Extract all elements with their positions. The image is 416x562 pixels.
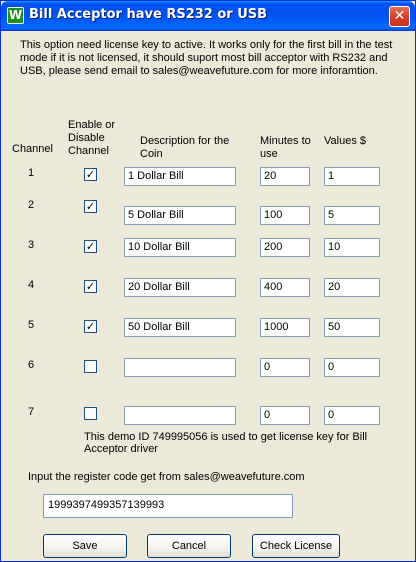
channel-enable-checkbox[interactable] — [84, 360, 97, 373]
minutes-input[interactable]: 20 — [260, 167, 310, 186]
channel-number: 6 — [28, 359, 35, 371]
description-input[interactable]: 20 Dollar Bill — [124, 278, 236, 297]
value-input[interactable]: 0 — [324, 406, 380, 425]
save-button[interactable]: Save — [43, 534, 127, 558]
channel-number: 3 — [28, 239, 35, 251]
channel-enable-checkbox[interactable] — [84, 200, 97, 213]
check-mark-icon: ✓ — [85, 320, 96, 333]
channel-number: 7 — [28, 406, 35, 418]
header-minutes: Minutes to use — [260, 135, 311, 160]
channel-enable-checkbox[interactable] — [84, 168, 97, 181]
check-mark-icon: ✓ — [85, 168, 96, 181]
title-bar[interactable] — [1, 1, 415, 31]
minutes-input[interactable]: 0 — [260, 406, 310, 425]
check-mark-icon: ✓ — [85, 280, 96, 293]
window-title: Bill Acceptor have RS232 or USB — [29, 7, 268, 22]
header-values: Values $ — [324, 135, 366, 147]
minutes-input[interactable]: 1000 — [260, 318, 310, 337]
description-input[interactable] — [124, 406, 236, 425]
close-button[interactable]: ✕ — [389, 6, 410, 27]
value-input[interactable]: 0 — [324, 358, 380, 377]
minutes-input[interactable]: 400 — [260, 278, 310, 297]
description-input[interactable]: 10 Dollar Bill — [124, 238, 236, 257]
header-channel: Channel — [12, 143, 53, 155]
value-input[interactable]: 5 — [324, 206, 380, 225]
value-input[interactable]: 1 — [324, 167, 380, 186]
channel-number: 4 — [28, 279, 35, 291]
channel-enable-checkbox[interactable] — [84, 280, 97, 293]
value-input[interactable]: 20 — [324, 278, 380, 297]
header-enable: Enable or Disable Channel — [68, 119, 116, 157]
channel-number: 1 — [28, 167, 35, 179]
minutes-input[interactable]: 100 — [260, 206, 310, 225]
minutes-input[interactable]: 200 — [260, 238, 310, 257]
description-input[interactable]: 1 Dollar Bill — [124, 167, 236, 186]
description-input[interactable]: 5 Dollar Bill — [124, 206, 236, 225]
description-input[interactable]: 50 Dollar Bill — [124, 318, 236, 337]
cancel-button[interactable]: Cancel — [147, 534, 231, 558]
app-icon: W — [8, 8, 23, 22]
register-code-label: Input the register code get from sales@weavefuture.com — [28, 471, 305, 483]
channel-enable-checkbox[interactable] — [84, 320, 97, 333]
demo-id-note: This demo ID 749995056 is used to get license key for Bill Acceptor driver — [84, 431, 368, 455]
license-notice: This option need license key to active. It works only for the first bill in the test mode if it is not licensed, it should suport most bill acceptor with RS232 and USB, please send email to sales@weavefuture.com for more inforamtion. — [20, 39, 393, 77]
channel-number: 5 — [28, 319, 35, 331]
value-input[interactable]: 10 — [324, 238, 380, 257]
check-license-button[interactable]: Check License — [252, 534, 340, 558]
channel-number: 2 — [28, 199, 35, 211]
channel-enable-checkbox[interactable] — [84, 240, 97, 253]
minutes-input[interactable]: 0 — [260, 358, 310, 377]
value-input[interactable]: 50 — [324, 318, 380, 337]
channel-enable-checkbox[interactable] — [84, 407, 97, 420]
header-description: Description for the Coin — [140, 135, 230, 160]
register-code-input[interactable]: 1999397499357139993 — [43, 494, 293, 518]
check-mark-icon: ✓ — [85, 240, 96, 253]
description-input[interactable] — [124, 358, 236, 377]
check-mark-icon: ✓ — [85, 200, 96, 213]
